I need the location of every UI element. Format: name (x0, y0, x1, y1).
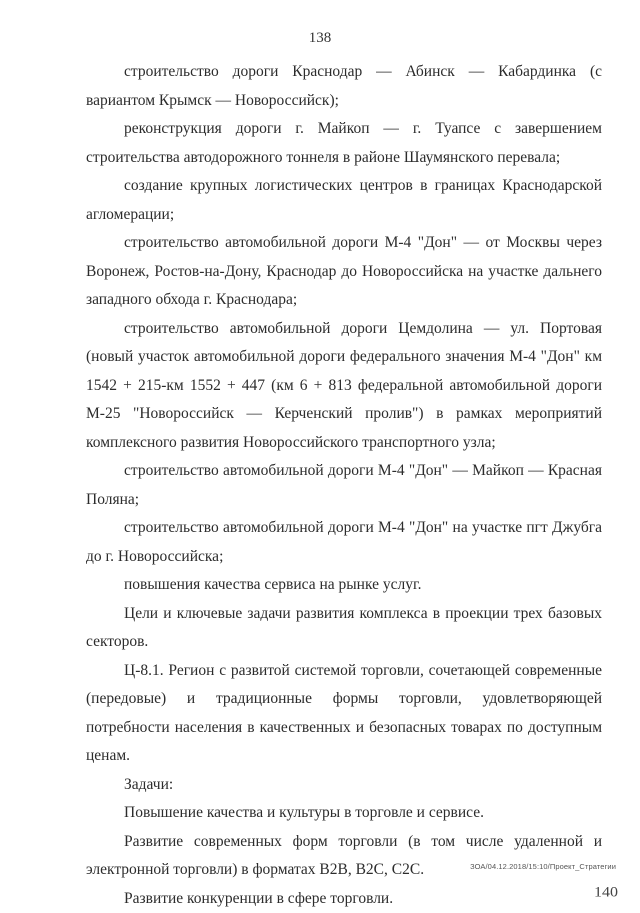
paragraph: Развитие современных форм торговли (в том числе удаленной и электронной торговли) в форматах B2B, B2C, C2C. (86, 828, 602, 885)
paragraph: реконструкция дороги г. Майкоп — г. Туапсе с завершением строительства автодорожного тоннеля в районе Шаумянского перевала; (86, 115, 602, 172)
paragraph: строительство автомобильной дороги М-4 "Дон" — Майкоп — Красная Поляна; (86, 457, 602, 514)
document-body (86, 58, 602, 913)
paragraph: создание крупных логистических центров в границах Краснодарской агломерации; (86, 172, 602, 229)
document-footer-code: ЗОА/04.12.2018/15:10/Проект_Стратегии (470, 862, 616, 871)
paragraph: Цели и ключевые задачи развития комплекса в проекции трех базовых секторов. (86, 600, 602, 657)
paragraph: строительство автомобильной дороги М-4 "Дон" — от Москвы через Воронеж, Ростов-на-Дону, Краснодар до Новороссийска на участке дальнего западного обхода г. Краснодара; (86, 229, 602, 315)
paragraph: Развитие конкуренции в сфере торговли. (86, 885, 602, 913)
paragraph: строительство автомобильной дороги М-4 "Дон" на участке пгт Джубга до г. Новороссийска; (86, 514, 602, 571)
paragraph: строительство автомобильной дороги Цемдолина — ул. Портовая (новый участок автомобильной дороги федерального значения М-4 "Дон" км 1542 + 215-км 1552 + 447 (км 6 + 813 федеральной автомобильной дороги М-25 "Новороссийск — Керченский пролив") в рамках мероприятий комплексного развития Новороссийского транспортного узла; (86, 315, 602, 458)
page-number: 138 (0, 30, 640, 47)
paragraph: Повышение качества и культуры в торговле и сервисе. (86, 799, 602, 828)
paragraph: строительство дороги Краснодар — Абинск — Кабардинка (с вариантом Крымск — Новороссийск); (86, 58, 602, 115)
paragraph: Ц-8.1. Регион с развитой системой торговли, сочетающей современные (передовые) и традиционные формы торговли, удовлетворяющей потребности населения в качественных и безопасных товарах по доступным ценам. (86, 657, 602, 771)
paragraph: Задачи: (86, 771, 602, 800)
corner-page-number: 140 (594, 885, 618, 901)
paragraph: повышения качества сервиса на рынке услуг. (86, 571, 602, 600)
